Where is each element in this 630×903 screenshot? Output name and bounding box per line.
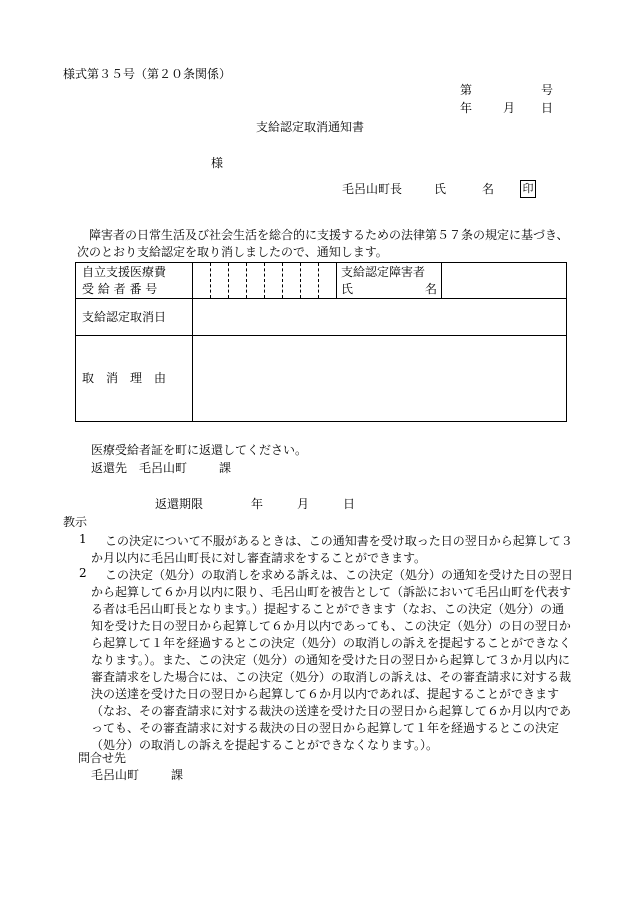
recipient-number-digit[interactable] (247, 263, 265, 299)
form-number: 様式第３５号（第２０条関係） (63, 67, 232, 81)
document-title: 支給認定取消通知書 (256, 120, 365, 134)
contact-heading: 問合せ先 (78, 751, 127, 765)
seal-box: 印 (520, 180, 536, 198)
recipient-number-digit[interactable] (319, 263, 337, 299)
recipient-number-digit[interactable] (229, 263, 247, 299)
issuer-name-label-2: 名 (482, 182, 495, 196)
return-destination: 返還先 毛呂山町 課 (91, 461, 232, 475)
recipient-number-digit[interactable] (283, 263, 301, 299)
intro-paragraph: 障害者の日常生活及び社会生活を総合的に支援するための法律第５７条の規定に基づき、次のとおり支給認定を取り消しましたので、通知します。 (77, 228, 569, 259)
recipient-honorific: 様 (211, 156, 224, 170)
instruction-number-2: 2 (79, 566, 87, 580)
issuer-name-label-1: 氏 (434, 182, 447, 196)
recipient-number-digit[interactable] (265, 263, 283, 299)
reason-value[interactable] (193, 336, 567, 422)
return-instruction: 医療受給者証を町に返還してください。 (91, 443, 308, 457)
contact-destination: 毛呂山町 課 (91, 768, 184, 782)
issue-day-label: 日 (541, 101, 554, 115)
recipient-number-digit[interactable] (193, 263, 211, 299)
cancel-date-label: 支給認定取消日 (76, 299, 193, 336)
cancel-date-value[interactable] (193, 299, 567, 336)
recipient-number-label: 自立支援医療費 受 給 者 番 号 (76, 263, 193, 299)
certificate-table (75, 262, 567, 422)
document-number-prefix: 第 (460, 83, 473, 97)
issuer-title: 毛呂山町長 (342, 182, 403, 196)
issue-year-label: 年 (460, 101, 473, 115)
person-name-value[interactable] (442, 263, 567, 299)
instruction-item-1: この決定について不服があるときは、この通知書を受け取った日の翌日から起算して３か月以内に毛呂山町長に対し審査請求をすることができます。 (91, 534, 573, 565)
document-number-suffix: 号 (541, 83, 554, 97)
instruction-number-1: 1 (79, 532, 87, 546)
reason-label: 取 消 理 由 (76, 336, 193, 422)
recipient-number-digit[interactable] (301, 263, 319, 299)
instructions-heading: 教示 (63, 515, 88, 529)
return-deadline: 返還期限 年 月 日 (155, 497, 356, 511)
person-name-label: 支給認定障害者 氏 名 (337, 263, 442, 299)
issue-month-label: 月 (503, 101, 516, 115)
recipient-number-digit[interactable] (211, 263, 229, 299)
instruction-item-2: この決定（処分）の取消しを求める訴えは、この決定（処分）の通知を受けた日の翌日から起算して６か月以内に限り、毛呂山町を被告として（訴訟において毛呂山町を代表する者は毛呂山町長となります。）提起することができます（なお、この決定（処分）の通知を受けた日の翌日から起算して６か月以内であっても、この決定（処分）の日の翌日から起算して１年を経過するとこの決定（処分）の取消しの訴えを提起することができなくなります。）。また、この決定（処分）の通知を受けた日の翌日から起算して３か月以内に審査請求をした場合には、この決定（処分）の取消しの訴えは、その審査請求に対する裁決の送達を受けた日の翌日から起算して６か月以内であれば、提起することができます（なお、その審査請求に対する裁決の送達を受けた日の翌日から起算して６か月以内であっても、その審査請求に対する裁決の日の翌日から起算して１年を経過するとこの決定（処分）の取消しの訴えを提起することができなくなります。）。 (91, 568, 574, 752)
